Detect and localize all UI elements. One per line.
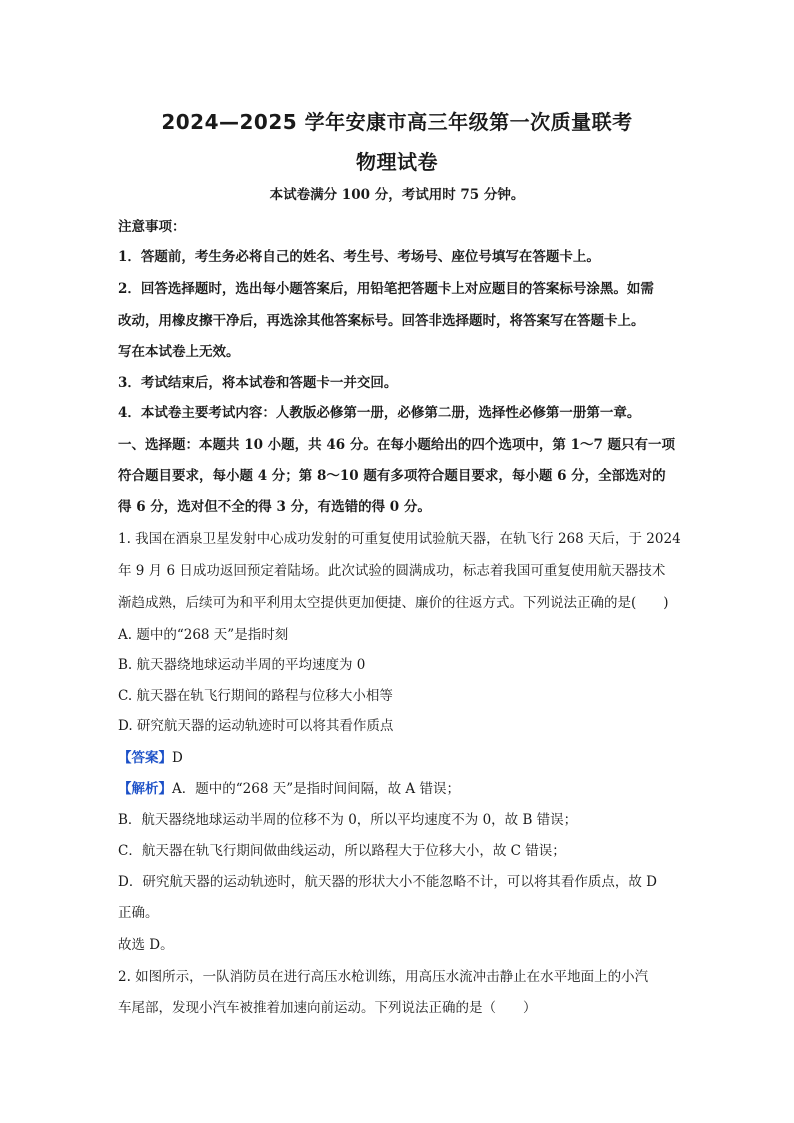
notice-item: 写在本试卷上无效。 [118,344,240,360]
section-instruction: 符合题目要求，每小题 4 分；第 8～10 题有多项符合题目要求，每小题 6 分，全部选对的 [118,468,666,484]
question-stem: 年 9 月 6 日成功返回预定着陆场。此次试验的圆满成功，标志着我国可重复使用航天器技术 [118,563,666,579]
score-note: 本试卷满分 100 分，考试用时 75 分钟。 [269,187,525,203]
question-stem: 2. 如图所示，一队消防员在进行高压水枪训练，用高压水流冲击静止在水平地面上的小汽 [118,969,649,985]
question-stem: 1. 我国在酒泉卫星发射中心成功发射的可重复使用试验航天器，在轨飞行 268 天后，于 2024 [118,531,681,547]
option-c: C. 航天器在轨飞行期间的路程与位移大小相等 [118,688,393,704]
notice-heading: 注意事项： [118,219,186,235]
section-instruction: 一、选择题：本题共 10 小题，共 46 分。在每小题给出的四个选项中，第 1～7 题只有一项 [118,437,676,453]
option-d: D. 研究航天器的运动轨迹时可以将其看作质点 [118,718,394,734]
section-instruction: 得 6 分，选对但不全的得 3 分，有选错的得 0 分。 [118,499,431,515]
exam-title: 2024—2025 学年安康市高三年级第一次质量联考 [161,110,633,134]
analysis-line: D．研究航天器的运动轨迹时，航天器的形状大小不能忽略不计，可以将其看作质点，故 D [118,874,657,890]
analysis-text: A．题中的“268 天”是指时间间隔，故 A 错误； [172,781,460,797]
analysis-line: 正确。 [118,905,159,921]
exam-subtitle: 物理试卷 [356,150,438,174]
notice-item: 4．本试卷主要考试内容：人教版必修第一册，必修第二册，选择性必修第一册第一章。 [118,405,641,421]
analysis-line [118,780,678,798]
question-stem: 车尾部，发现小汽车被推着加速向前运动。下列说法正确的是（ ） [118,1000,537,1016]
answer-value: D [172,750,183,766]
notice-item: 1．答题前，考生务必将自己的姓名、考生号、考场号、座位号填写在答题卡上。 [118,249,600,265]
analysis-conclusion: 故选 D。 [118,937,174,953]
option-b: B. 航天器绕地球运动半周的平均速度为 0 [118,657,366,673]
option-a: A. 题中的“268 天”是指时刻 [118,627,289,643]
question-stem: 渐趋成熟，后续可为和平利用太空提供更加便捷、廉价的往返方式。下列说法正确的是( ) [118,595,669,611]
answer-tag: 【答案】 [118,750,172,766]
analysis-tag: 【解析】 [118,781,172,797]
analysis-line: C．航天器在轨飞行期间做曲线运动，所以路程大于位移大小，故 C 错误； [118,843,566,859]
notice-item: 改动，用橡皮擦干净后，再选涂其他答案标号。回答非选择题时，将答案写在答题卡上。 [118,313,645,329]
answer-line [118,749,678,767]
notice-item: 3．考试结束后，将本试卷和答题卡一并交回。 [118,375,398,391]
analysis-line: B．航天器绕地球运动半周的位移不为 0，所以平均速度不为 0，故 B 错误； [118,812,578,828]
notice-item: 2．回答选择题时，选出每小题答案后，用铅笔把答题卡上对应题目的答案标号涂黑。如需 [118,281,654,297]
